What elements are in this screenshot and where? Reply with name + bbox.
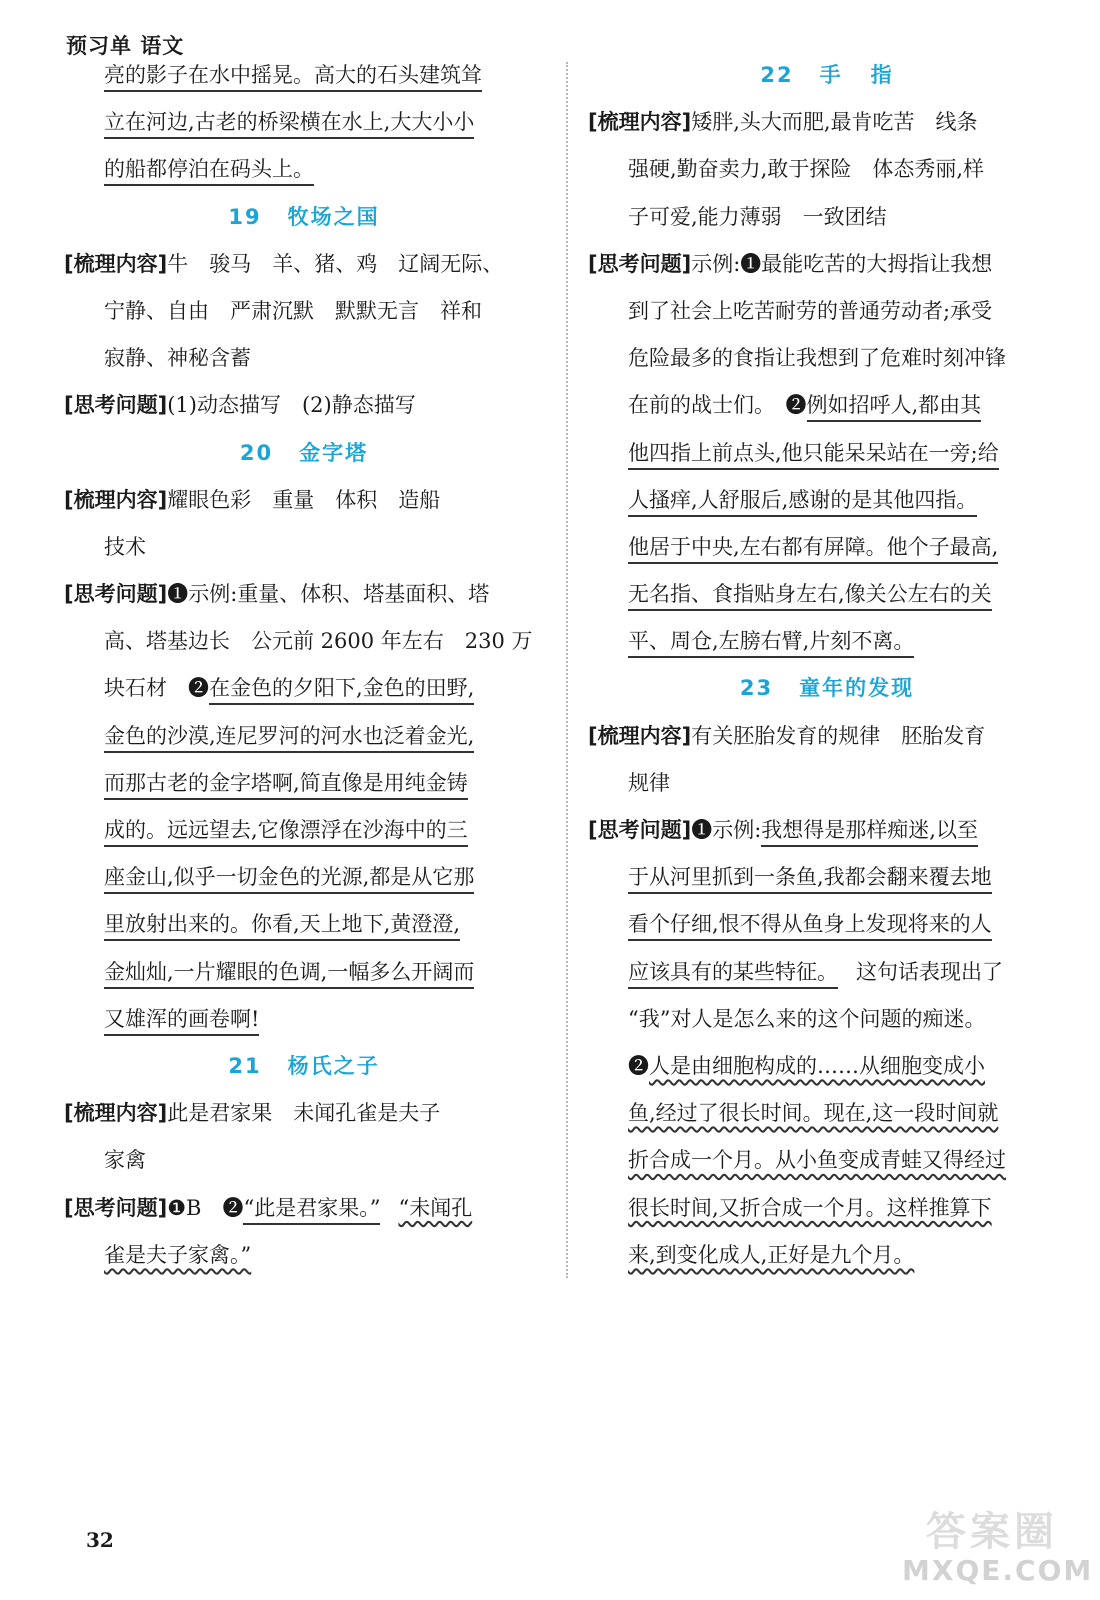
question-line [588,854,1066,901]
question-line [588,1043,1066,1090]
question-line: 危险最多的食指让我想到了危难时刻冲锋 [628,346,1006,371]
underlined-text: 又雄浑的画卷啊! [104,1007,259,1036]
question-line [64,665,544,712]
question-line [64,949,544,996]
continued-text-line [64,146,544,193]
question-line [588,949,1066,996]
underlined-text: 例如招呼人,都由其 [807,393,982,422]
question-line [588,382,1066,429]
question-line [588,477,1066,524]
answer-text: 耀眼色彩 重量 体积 造船 [167,487,441,512]
page-header: 预习单 语文 [66,34,185,58]
section-label: [梳理内容] [588,110,692,135]
underlined-text: 金灿灿,一片耀眼的色调,一幅多么开阔而 [104,960,474,989]
question-line: “我”对人是怎么来的这个问题的痴迷。 [628,1006,986,1031]
answer-text: ❷ [628,1053,649,1078]
review-line [588,713,1066,760]
underlined-text: 应该具有的某些特征。 [628,960,838,989]
section-label: [梳理内容] [64,251,168,276]
review-line: 规律 [628,770,670,795]
question-line [64,996,544,1043]
watermark-url: MXQE.COM [902,1554,1094,1587]
column-divider [566,62,568,1278]
continued-text-line [64,99,544,146]
wavy-underlined-text: “未闻孔 [398,1195,473,1220]
underlined-text: 平、周仓,左膀右臂,片刻不离。 [628,629,914,658]
question-line [64,382,544,429]
lesson-number: 20 [239,440,274,465]
underlined-text: 成的。远远望去,它像漂浮在沙海中的三 [104,818,468,847]
lesson-name: 指 [870,63,894,87]
question-line [588,571,1066,618]
lesson-name: 金字塔 [299,440,369,465]
wavy-underlined-text: 来,到变化成人,正好是九个月。 [628,1242,915,1267]
underlined-text: 在金色的夕阳下,金色的田野, [209,676,474,705]
section-label: [思考问题] [588,818,692,842]
question-line [588,524,1066,571]
wavy-underlined-text: 鱼,经过了很长时间。现在,这一段时间就 [628,1101,999,1126]
wavy-underlined-text: 很长时间,又折合成一个月。这样推算下 [628,1195,992,1220]
continued-text-line [64,52,544,99]
answer-text: 此是君家果 未闻孔雀是夫子 [167,1101,441,1126]
wavy-underlined-text: 折合成一个月。从小鱼变成青蛙又得经过 [628,1148,1006,1173]
question-line [64,760,544,807]
underlined-text: 的船都停泊在码头上。 [104,157,314,186]
answer-text: ❶B ❷ [167,1195,244,1220]
answer-text: 这句话表现出了 [856,959,1003,984]
answer-text: ❶示例: [691,818,762,842]
question-line [64,901,544,948]
lesson-number: 21 [228,1053,262,1078]
answer-text: 矮胖,头大而肥,最肯吃苦 线条 [691,110,978,135]
lesson-title-19 [64,194,544,241]
question-line [588,1185,1066,1232]
lesson-name: 手 [819,63,843,87]
review-line [64,477,544,524]
section-label: [思考问题] [588,251,692,276]
underlined-text: 于从河里抓到一条鱼,我都会翻来覆去地 [628,865,992,894]
lesson-title-20 [64,430,544,477]
answer-text: ❶示例:重量、体积、塔基面积、塔 [167,582,490,607]
question-line [588,1232,1066,1279]
question-line [588,618,1066,665]
question-line [64,571,544,618]
question-line: 到了社会上吃苦耐劳的普通劳动者;承受 [628,298,993,323]
question-line [64,1185,544,1232]
section-label: [思考问题] [64,582,168,607]
question-line [588,1090,1066,1137]
review-line [64,1090,544,1137]
question-line [64,1232,544,1279]
underlined-text: 立在河边,古老的桥梁横在水上,大大小小 [104,110,474,139]
question-line [588,241,1066,288]
section-label: [梳理内容] [64,1101,168,1126]
lesson-name: 杨氏之子 [287,1053,380,1078]
lesson-number: 19 [228,204,262,229]
underlined-text: 人搔痒,人舒服后,感谢的是其他四指。 [628,488,977,517]
lesson-title-21 [64,1043,544,1090]
wavy-underlined-text: 人是由细胞构成的……从细胞变成小 [649,1053,985,1078]
review-line: 宁静、自由 严肃沉默 默默无言 祥和 [104,298,482,323]
watermark-chinese: 答案圈 [926,1509,1058,1555]
question-line [64,807,544,854]
lesson-number: 22 [760,63,794,87]
question-line [588,901,1066,948]
answer-text: 示例:❶最能吃苦的大拇指让我想 [691,251,993,276]
review-line: 寂静、神秘含蓄 [104,346,251,371]
answer-text: 块石材 ❷ [104,676,209,701]
review-line: 子可爱,能力薄弱 一致团结 [628,204,887,229]
underlined-text: 我想得是那样痴迷,以至 [761,818,978,847]
question-line [588,807,1066,854]
page-number: 32 [86,1528,114,1552]
lesson-title-22 [588,52,1066,99]
underlined-text: 无名指、食指贴身左右,像关公左右的关 [628,582,992,611]
question-line [588,430,1066,477]
question-line [588,1137,1066,1184]
underlined-text: 金色的沙漠,连尼罗河的河水也泛着金光, [104,724,474,753]
wavy-underlined-text: 雀是夫子家禽。” [104,1242,252,1267]
section-label: [梳理内容] [64,487,168,512]
underlined-text: 里放射出来的。你看,天上地下,黄澄澄, [104,912,460,941]
review-line [64,241,544,288]
underlined-text: 看个仔细,恨不得从鱼身上发现将来的人 [628,912,992,941]
question-line [64,713,544,760]
answer-text: 有关胚胎发育的规律 胚胎发育 [691,723,986,748]
lesson-name: 童年的发现 [799,676,915,701]
underlined-text: 而那古老的金字塔啊,简直像是用纯金铸 [104,771,468,800]
question-line: 高、塔基边长 公元前 2600 年左右 230 万 [104,629,533,654]
answer-text: 牛 骏马 羊、猪、鸡 辽阔无际、 [167,251,504,276]
right-column [588,52,1066,1279]
left-column [64,52,544,1279]
review-line [588,99,1066,146]
watermark-logo [902,1500,1094,1588]
review-line: 家禽 [104,1148,146,1173]
lesson-number: 23 [739,676,774,701]
section-label: [思考问题] [64,393,168,418]
section-label: [思考问题] [64,1195,168,1220]
underlined-text: 他四指上前点头,他只能呆呆站在一旁;给 [628,441,999,470]
answer-text: 在前的战士们。 ❷ [628,393,807,418]
question-line [64,854,544,901]
underlined-text: 座金山,似乎一切金色的光源,都是从它那 [104,865,474,894]
lesson-name: 牧场之国 [287,204,380,229]
section-label: [梳理内容] [588,723,692,748]
lesson-title-23 [588,665,1066,712]
review-line: 强硬,勤奋卖力,敢于探险 体态秀丽,样 [628,157,985,182]
review-line: 技术 [104,534,146,559]
underlined-text: “此是君家果。” [243,1196,380,1225]
underlined-text: 他居于中央,左右都有屏障。他个子最高, [628,535,998,564]
answer-text: (1)动态描写 (2)静态描写 [167,393,416,418]
underlined-text: 亮的影子在水中摇晃。高大的石头建筑耸 [104,63,482,92]
